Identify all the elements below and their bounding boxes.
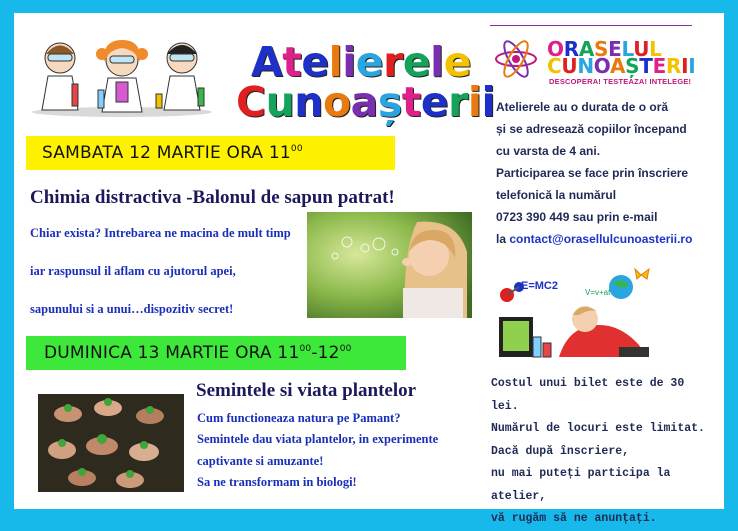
title-letter-c-1: u	[265, 78, 295, 126]
logo-letter-o-7: L	[649, 37, 662, 61]
event2-line2: Semintele dau viata plantelor, in experimente	[197, 432, 439, 446]
cost-line-5: vă rugăm să ne anunțați.	[491, 512, 657, 525]
title-letter-a-9: e	[443, 38, 471, 86]
logo-letter-o-4: E	[608, 37, 622, 61]
formula-label: E=MC2	[521, 280, 558, 292]
event1-line1: Chiar exista? Intrebarea ne macina de mult timp	[30, 226, 291, 240]
event1-date: SAMBATA 12 MARTIE ORA $11^{00}$	[42, 143, 303, 163]
cost-line-3: Dacă după înscriere,	[491, 444, 630, 458]
event1-date-bar	[26, 136, 395, 170]
logo-letter-c-10: I	[688, 54, 696, 78]
science-kid-illustration	[489, 265, 659, 365]
formula2-label: V=v+at	[585, 288, 611, 297]
info-line-4: Participarea se face prin înscriere	[496, 166, 689, 180]
ticket-info	[491, 373, 711, 531]
logo-letter-c-6: T	[639, 54, 653, 78]
title-letter-a-5: e	[355, 38, 384, 86]
logo-letter-o-1: R	[563, 37, 579, 61]
title-letter-a-6: r	[383, 38, 403, 86]
cost-line-1: Costul unui bilet este de 30 lei.	[491, 377, 685, 413]
title-letter-c-3: o	[323, 78, 351, 126]
cost-line-4: nu mai puteți participa la atelier,	[491, 467, 671, 503]
event1-heading: Chimia distractiva -Balonul de sapun patrat!	[30, 187, 395, 208]
info-line-7: la contact@orasellulcunoasterii.ro	[496, 232, 693, 246]
logo-letter-c-2: N	[577, 54, 594, 78]
kids-scientists-illustration	[30, 32, 214, 118]
info-line-3: cu varsta de 4 ani.	[496, 144, 601, 158]
title-letter-c-2: n	[294, 78, 323, 126]
logo-letter-c-5: Ș	[625, 54, 640, 78]
event2-line1: Cum functioneaza natura pe Pamant?	[197, 411, 401, 425]
logo-letter-o-2: A	[578, 37, 594, 61]
logo-letter-c-0: C	[547, 54, 562, 78]
title-letter-c-5: ș	[377, 78, 402, 126]
title-letter-a-1: t	[282, 38, 302, 86]
logo-name-line2	[547, 54, 696, 78]
cost-line-2: Numărul de locuri este limitat.	[491, 422, 705, 435]
info-line-6: 0723 390 449 sau prin e-mail	[496, 210, 658, 224]
logo-letter-c-8: R	[665, 54, 682, 78]
atom-logo-icon	[493, 36, 539, 82]
title-letter-a-0: A	[250, 38, 283, 86]
title-letter-c-7: e	[420, 78, 449, 126]
title-letter-a-4: i	[342, 38, 356, 86]
event2-heading: Semintele si viata plantelor	[196, 380, 417, 401]
title-letter-c-9: i	[467, 78, 482, 126]
title-letter-c-4: a	[350, 78, 378, 126]
workshop-info	[496, 96, 711, 250]
logo-tagline: DESCOPERA! TESTEAZA! INTELEGE!	[549, 77, 692, 86]
hands-seedlings-photo	[38, 394, 184, 492]
info-line-5: telefonică la numărul	[496, 188, 617, 202]
title-letter-c-10: i	[481, 78, 496, 126]
event2-line3: captivante si amuzante!	[197, 454, 324, 468]
logo-letter-o-3: Ș	[594, 37, 609, 61]
logo-letter-c-3: O	[593, 54, 610, 78]
logo-letter-o-0: O	[547, 37, 564, 61]
event1-line3: sapunului si a unui…dispozitiv secret!	[30, 302, 234, 316]
logo-letter-c-1: U	[561, 54, 578, 78]
title-letter-a-3: l	[328, 38, 343, 86]
poster-title-line2	[236, 78, 496, 126]
logo-letter-o-5: L	[621, 37, 634, 61]
title-letter-a-7: e	[402, 38, 431, 86]
title-letter-a-2: e	[301, 38, 329, 86]
logo-divider	[490, 25, 692, 26]
logo-letter-c-9: I	[681, 54, 689, 78]
event2-date: DUMINICA 13 MARTIE ORA $11^{00}-12^{00}$	[44, 343, 352, 363]
logo-letter-o-6: U	[633, 37, 650, 61]
event1-line2: iar raspunsul il aflam cu ajutorul apei,	[30, 264, 236, 278]
girl-blowing-bubbles-photo	[307, 212, 472, 318]
title-letter-a-8: l	[430, 38, 444, 86]
title-letter-c-0: C	[236, 78, 266, 126]
title-letter-c-6: t	[401, 78, 421, 126]
logo-letter-c-4: A	[609, 54, 626, 78]
event2-line4: Sa ne transformam in biologi!	[197, 475, 357, 489]
logo-letter-c-7: E	[652, 54, 666, 78]
info-line-2: și se adresează copiilor începand	[496, 122, 687, 136]
contact-email-link[interactable]: contact@orasellulcunoasterii.ro	[509, 232, 693, 246]
title-letter-c-8: r	[448, 78, 468, 126]
info-line-1: Atelierele au o durata de o oră	[496, 100, 669, 114]
event2-date-bar	[26, 336, 406, 370]
